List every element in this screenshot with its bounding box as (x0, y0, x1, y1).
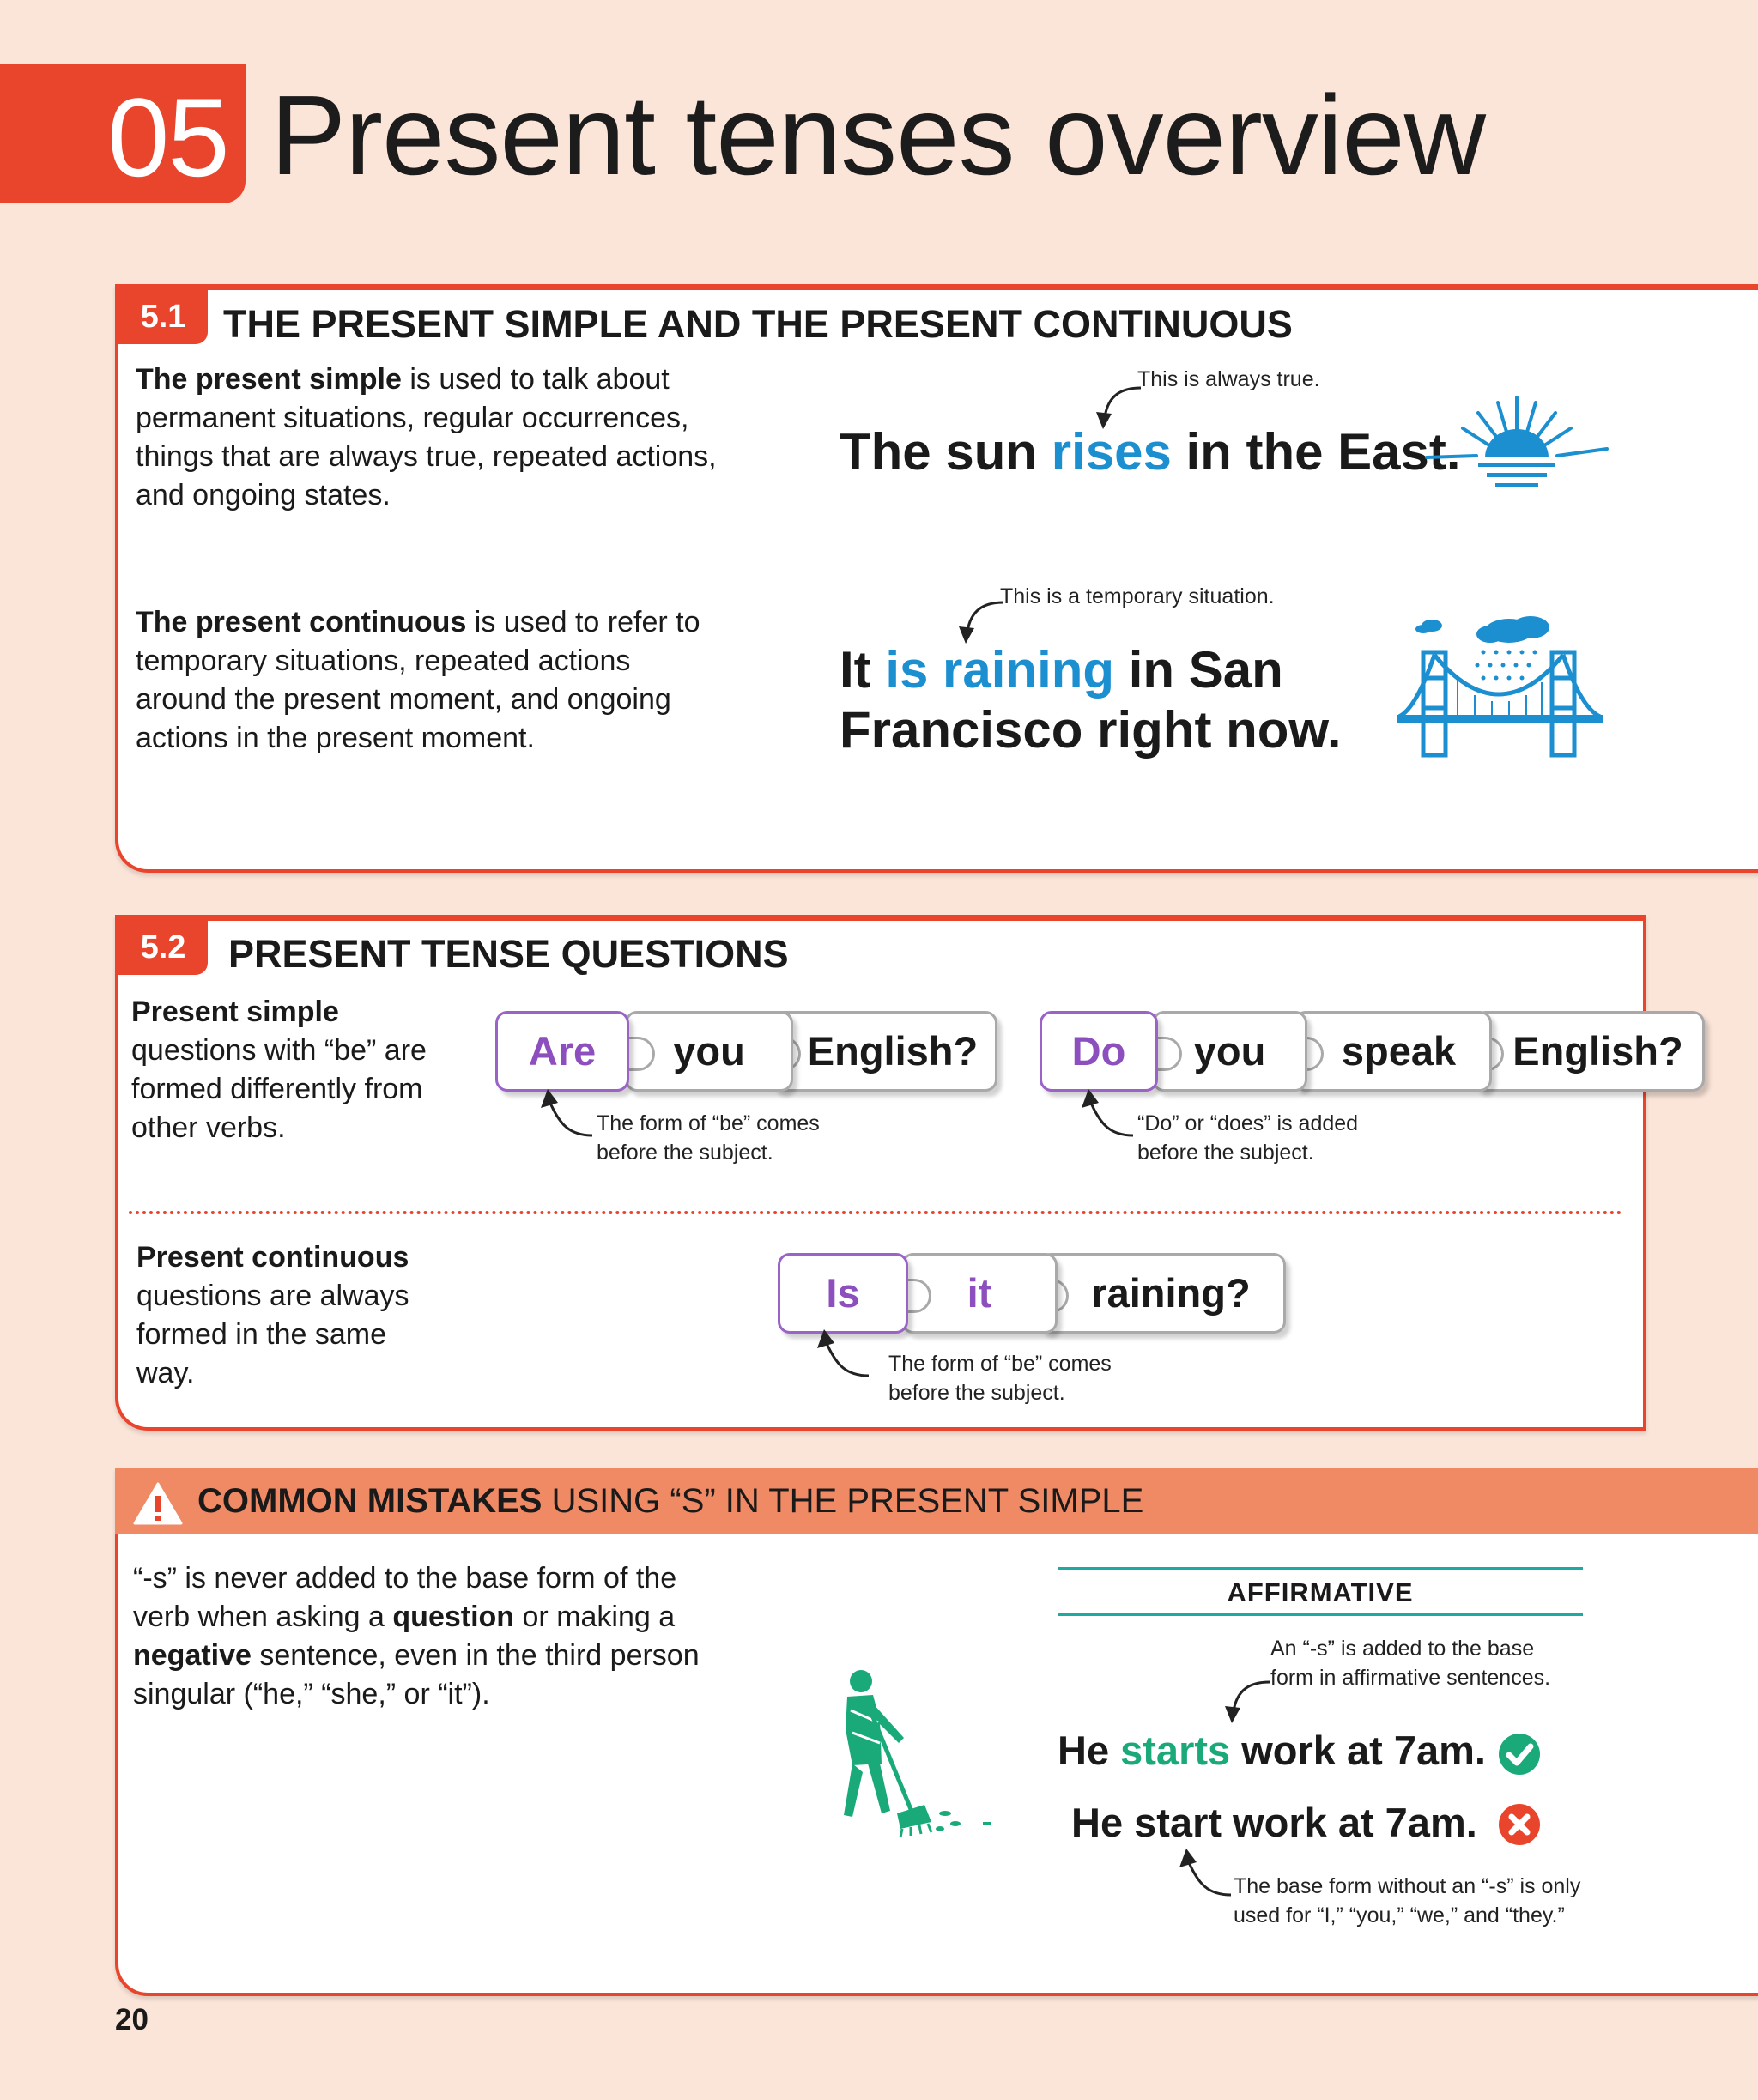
arrow-icon (530, 1086, 599, 1146)
arrow-icon (1071, 1086, 1140, 1146)
present-continuous-term: The present continuous (136, 606, 467, 638)
arrow-icon (1169, 1845, 1238, 1905)
word-tile-raining: raining? (1039, 1253, 1286, 1334)
word-tile-speak: speak (1294, 1011, 1492, 1092)
highlighted-verb: rises (1051, 423, 1172, 481)
section-title-5-2: PRESENT TENSE QUESTIONS (228, 932, 789, 976)
section-title-5-1: THE PRESENT SIMPLE AND THE PRESENT CONTINUOUS (223, 302, 1293, 346)
affirmative-note: An “-s” is added to the base form in affirmative sentences. (1270, 1637, 1551, 1690)
q3-note: The form of “be” comes before the subject. (888, 1352, 1112, 1405)
always-true-note: This is always true. (1137, 367, 1320, 391)
q1-note: The form of “be” comes before the subject. (597, 1111, 820, 1165)
sunrise-icon (1425, 390, 1609, 502)
present-simple-label: Present simple (131, 996, 339, 1028)
incorrect-sentence: He start work at 7am. (1071, 1800, 1477, 1845)
present-continuous-label: Present continuous (136, 1241, 409, 1274)
affirmative-label: AFFIRMATIVE (1227, 1577, 1414, 1607)
section-number-5-1: 5.1 (118, 289, 208, 344)
rainy-bridge-icon (1397, 614, 1603, 760)
word-tile-you: you (1152, 1011, 1307, 1092)
present-continuous-description (136, 603, 702, 758)
word-tile-are-verb: Are (495, 1011, 629, 1092)
present-simple-term: The present simple (136, 363, 402, 396)
temporary-situation-note: This is a temporary situation. (1000, 584, 1275, 608)
present-simple-questions-description: Present simple questions with “be” are formed differently from other verbs. (131, 996, 427, 1144)
highlighted-verb: starts (1120, 1728, 1231, 1773)
highlighted-verb: is raining (885, 641, 1115, 699)
page-number: 20 (115, 2003, 149, 2036)
arrow-icon (1206, 1672, 1275, 1732)
word-tile-is: Is (778, 1253, 908, 1334)
warning-icon (133, 1481, 183, 1526)
arrow-icon (807, 1326, 876, 1386)
q2-note: “Do” or “does” is added before the subject. (1137, 1111, 1359, 1165)
dotted-divider (129, 1211, 1622, 1214)
affirmative-top-rule (1058, 1567, 1583, 1570)
chapter-title: Present tenses overview (270, 72, 1486, 198)
present-simple-text: is used to talk about permanent situations, regular occurrences, things that are always true, repeated actions, and ongoing states. (136, 363, 717, 511)
section-number-5-2: 5.2 (118, 920, 208, 975)
word-tile-it: it (901, 1253, 1058, 1334)
chapter-number: 05 (107, 75, 228, 200)
common-mistakes-description: “-s” is never added to the base form of the verb when asking a question or making a negative sentence, even in the third person singular (“he,” “she,” or “it”). (133, 1562, 700, 1710)
common-mistakes-title: COMMON MISTAKES USING “S” IN THE PRESENT SIMPLE (197, 1482, 1144, 1520)
word-tile-you: you (625, 1011, 793, 1092)
check-icon (1497, 1732, 1542, 1776)
present-simple-description (136, 360, 719, 515)
affirmative-bottom-rule (1058, 1613, 1583, 1616)
sweeper-icon (811, 1669, 1000, 1841)
present-continuous-example: It is raining in San Francisco right now. (840, 641, 1342, 759)
word-tile-do: Do (1040, 1011, 1158, 1092)
base-form-note: The base form without an “-s” is only used for “I,” “you,” “we,” and “they.” (1234, 1874, 1581, 1928)
word-tile-english: English? (1474, 1011, 1705, 1092)
present-continuous-text: is used to refer to temporary situations, repeated actions around the present moment, and ongoing actions in the present moment. (136, 606, 700, 754)
correct-sentence: He starts work at 7am. (1058, 1728, 1486, 1773)
present-simple-example: The sun rises in the East. (840, 423, 1461, 481)
present-continuous-questions-description: Present continuous questions are always formed in the same way. (136, 1241, 409, 1389)
word-tile-are: English? (771, 1011, 997, 1092)
cross-icon (1497, 1802, 1542, 1847)
